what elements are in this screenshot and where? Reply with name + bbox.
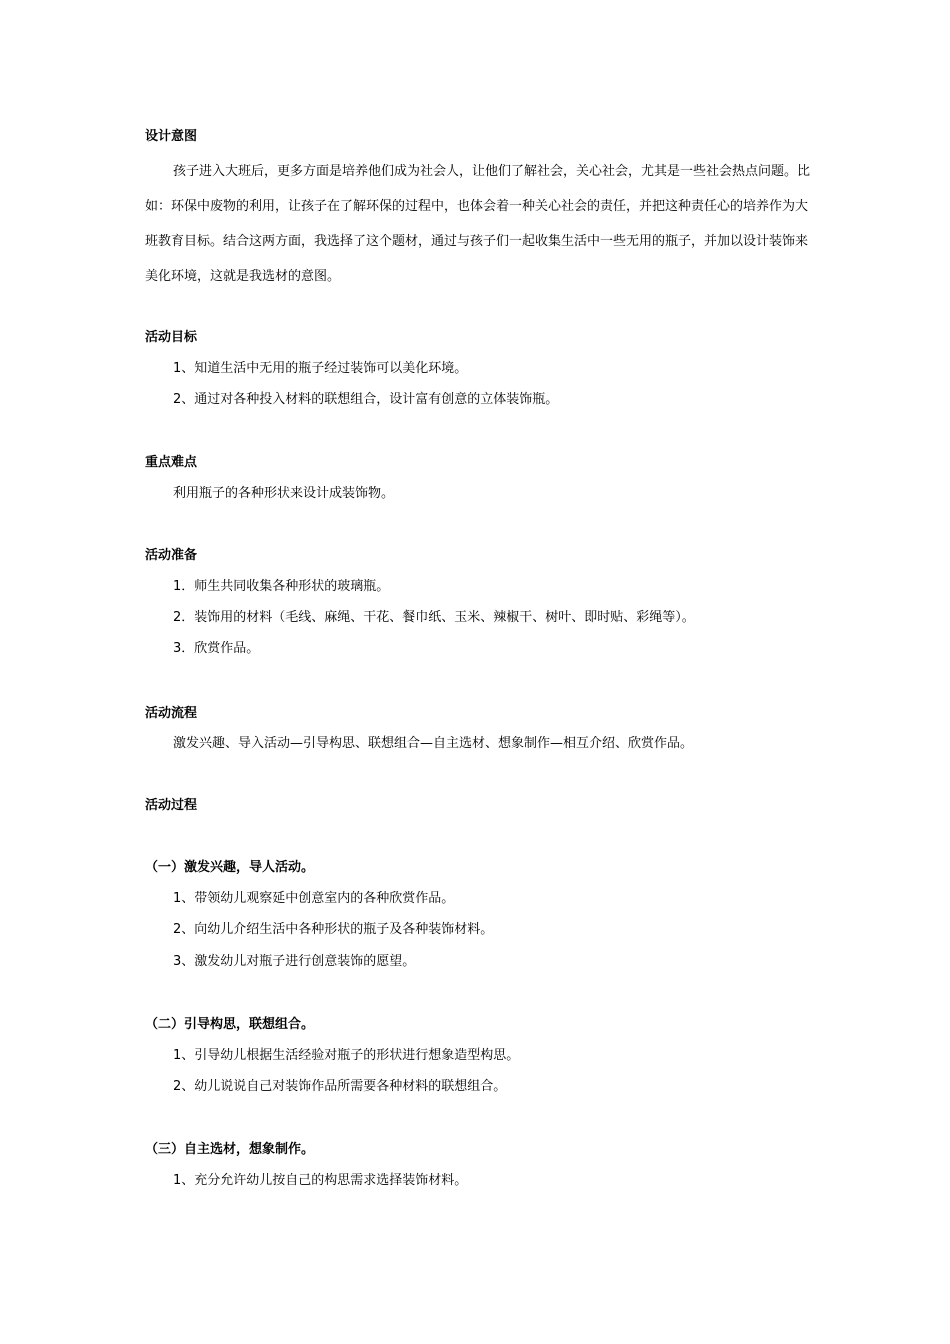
section-heading-design-intent: 设计意图 — [145, 129, 198, 144]
flow-text: 激发兴趣、导入活动—引导构思、联想组合—自主选材、想象制作—相互介绍、欣赏作品。 — [173, 736, 694, 751]
key-points-text: 利用瓶子的各种形状来设计成装饰物。 — [173, 486, 395, 501]
preparation-item: 1．师生共同收集各种形状的玻璃瓶。 — [173, 579, 390, 594]
process-step-item: 2、幼儿说说自己对装饰作品所需要各种材料的联想组合。 — [173, 1079, 507, 1094]
process-step-title: （二）引导构思，联想组合。 — [145, 1017, 315, 1032]
process-step-item: 2、向幼儿介绍生活中各种形状的瓶子及各种装饰材料。 — [173, 922, 494, 937]
process-step-item: 1、充分允许幼儿按自己的构思需求选择装饰材料。 — [173, 1173, 468, 1188]
process-step-item: 3、激发幼儿对瓶子进行创意装饰的愿望。 — [173, 954, 416, 969]
design-intent-paragraph: 孩子进入大班后，更多方面是培养他们成为社会人，让他们了解社会，关心社会，尤其是一些社会热点问题。比如：环保中废物的利用，让孩子在了解环保的过程中，也体会着一种关心社会的责任，并把这种责任心的培养作为大班教育目标。结合这两方面，我选择了这个题材，通过与孩子们一起收集生活中一些无用的瓶子，并加以设计装饰来美化环境，这就是我选材的意图。 — [145, 164, 811, 284]
goal-item: 1、知道生活中无用的瓶子经过装饰可以美化环境。 — [173, 361, 468, 376]
goal-item: 2、通过对各种投入材料的联想组合，设计富有创意的立体装饰瓶。 — [173, 392, 559, 407]
preparation-item: 2．装饰用的材料（毛线、麻绳、干花、餐巾纸、玉米、辣椒干、树叶、即时贴、彩绳等）。 — [173, 610, 695, 625]
section-heading-goals: 活动目标 — [145, 330, 198, 345]
process-step-title: （三）自主选材，想象制作。 — [145, 1142, 315, 1157]
process-step-item: 1、带领幼儿观察延中创意室内的各种欣赏作品。 — [173, 891, 455, 906]
preparation-item: 3．欣赏作品。 — [173, 641, 260, 656]
process-step-item: 1、引导幼儿根据生活经验对瓶子的形状进行想象造型构思。 — [173, 1048, 520, 1063]
section-heading-flow: 活动流程 — [145, 706, 198, 721]
process-step-title: （一）激发兴趣，导人活动。 — [145, 860, 315, 875]
section-heading-key-points: 重点难点 — [145, 455, 198, 470]
section-heading-preparation: 活动准备 — [145, 548, 198, 563]
section-heading-process: 活动过程 — [145, 798, 198, 813]
